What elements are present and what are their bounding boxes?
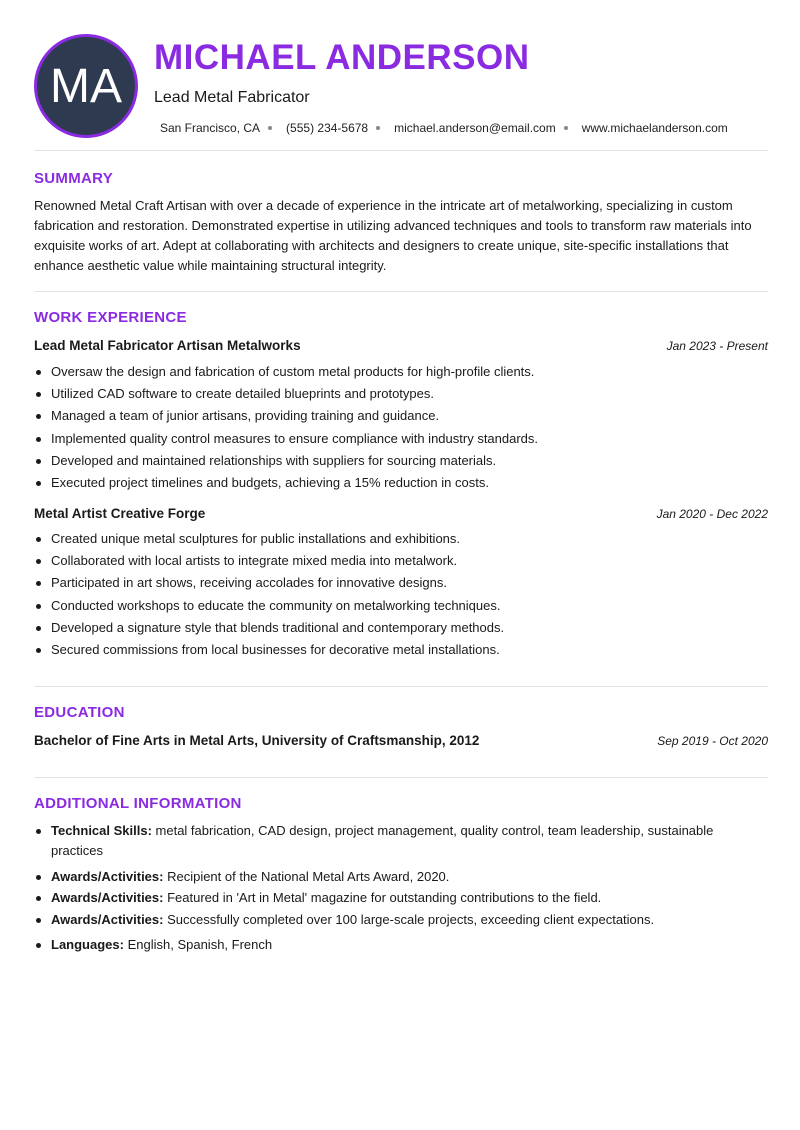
experience-heading: WORK EXPERIENCE: [34, 309, 187, 326]
list-item: Collaborated with local artists to integrate mixed media into metalwork.: [51, 550, 768, 572]
list-item: Utilized CAD software to create detailed blueprints and prototypes.: [51, 383, 768, 405]
list-item: Developed a signature style that blends traditional and contemporary methods.: [51, 617, 768, 639]
divider: [34, 686, 768, 687]
divider: [34, 291, 768, 292]
job-bullets: [51, 528, 768, 661]
location-text: San Francisco, CA: [160, 121, 261, 135]
job-dates: Jan 2020 - Dec 2022: [656, 507, 768, 521]
item-label: Technical Skills:: [51, 823, 152, 838]
summary-heading: SUMMARY: [34, 170, 114, 187]
list-item: Managed a team of junior artisans, providing training and guidance.: [51, 405, 768, 427]
list-item: [51, 935, 768, 955]
item-text: Recipient of the National Metal Arts Award, 2020.: [163, 869, 450, 884]
divider: [34, 777, 768, 778]
list-item: [51, 821, 768, 860]
education-heading: EDUCATION: [34, 704, 125, 721]
item-text: metal fabrication, CAD design, project management, quality control, team leadership, sustainable practices: [51, 823, 714, 858]
job-entry-header: [34, 338, 768, 358]
job-bullets: [51, 361, 768, 494]
list-item: Created unique metal sculptures for public installations and exhibitions.: [51, 528, 768, 550]
job-entry-header: [34, 506, 768, 526]
list-item: Implemented quality control measures to ensure compliance with industry standards.: [51, 428, 768, 450]
list-item: Executed project timelines and budgets, achieving a 15% reduction in costs.: [51, 472, 768, 494]
item-text: English, Spanish, French: [123, 937, 273, 952]
list-item: [51, 910, 768, 930]
avatar: [34, 34, 138, 138]
list-item: Participated in art shows, receiving accolades for innovative designs.: [51, 572, 768, 594]
contact-info: [160, 121, 728, 135]
avatar-initials: MA: [50, 59, 122, 113]
list-item: Oversaw the design and fabrication of custom metal products for high-profile clients.: [51, 361, 768, 383]
separator-dot-icon: [564, 126, 568, 130]
item-label: Awards/Activities:: [51, 912, 164, 927]
resume-header: [34, 34, 768, 138]
list-item: Developed and maintained relationships with suppliers for sourcing materials.: [51, 450, 768, 472]
additional-heading: ADDITIONAL INFORMATION: [34, 795, 242, 812]
list-item: Secured commissions from local businesses for decorative metal installations.: [51, 639, 768, 661]
job-title: Lead Metal Fabricator Artisan Metalworks: [34, 338, 301, 353]
item-text: Featured in 'Art in Metal' magazine for outstanding contributions to the field.: [163, 890, 602, 905]
divider: [34, 150, 768, 151]
degree-text: Bachelor of Fine Arts in Metal Arts, University of Craftsmanship, 2012: [34, 733, 480, 748]
phone-text: (555) 234-5678: [286, 121, 369, 135]
website-text[interactable]: www.michaelanderson.com: [581, 121, 728, 135]
job-title: Metal Artist Creative Forge: [34, 506, 206, 521]
education-dates: Sep 2019 - Oct 2020: [657, 734, 768, 748]
item-label: Languages:: [51, 937, 124, 952]
item-text: Successfully completed over 100 large-scale projects, exceeding client expectations.: [163, 912, 655, 927]
list-item: [51, 867, 768, 887]
list-item: Conducted workshops to educate the community on metalworking techniques.: [51, 595, 768, 617]
job-dates: Jan 2023 - Present: [666, 339, 768, 353]
email-text[interactable]: michael.anderson@email.com: [394, 121, 556, 135]
candidate-name: MICHAEL ANDERSON: [154, 38, 530, 77]
summary-text: Renowned Metal Craft Artisan with over a decade of experience in the intricate art of metalworking, specializing in custom fabrication and restoration. Demonstrated expertise in utilizing advanced techniques and tools to transform raw materials into exquisite works of art. Adept at collaborating with architects and designers to create unique, site-specific installations that enhance aesthetic value while maintaining structural integrity.: [34, 198, 752, 273]
item-label: Awards/Activities:: [51, 890, 164, 905]
separator-dot-icon: [376, 126, 380, 130]
candidate-title: Lead Metal Fabricator: [154, 89, 310, 106]
item-label: Awards/Activities:: [51, 869, 164, 884]
list-item: [51, 888, 768, 908]
education-entry: [34, 733, 768, 753]
separator-dot-icon: [268, 126, 272, 130]
